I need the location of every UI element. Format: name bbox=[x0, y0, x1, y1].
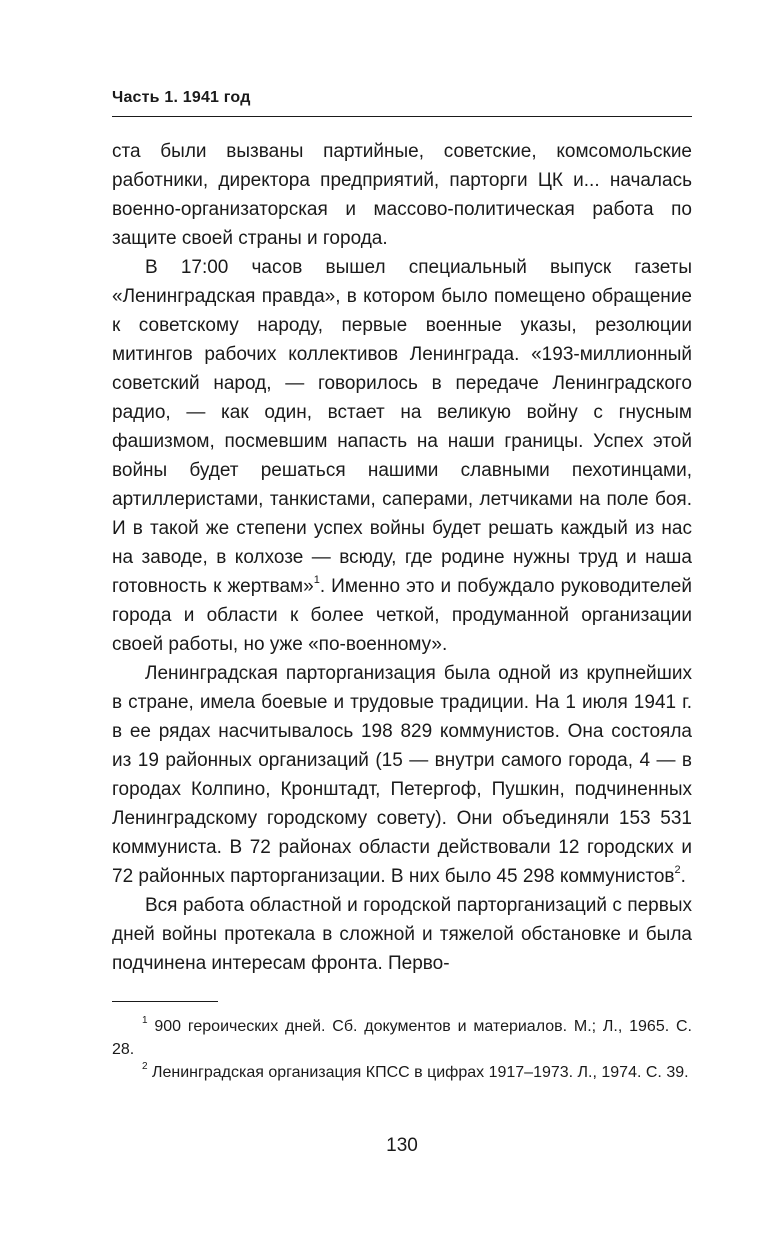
paragraph bbox=[112, 659, 692, 891]
book-page bbox=[112, 0, 692, 1240]
footnote-reference: 2 bbox=[674, 863, 681, 876]
paragraph bbox=[112, 891, 692, 978]
paragraph-text-continued: . bbox=[680, 866, 686, 887]
footnote-reference: 1 bbox=[313, 573, 320, 586]
paragraph-text-continued: . Именно это и побуждало руководителей города и области к более четкой, продуманной организации своей работы, но уже «по-военному». bbox=[112, 576, 692, 655]
footnotes bbox=[112, 1015, 692, 1084]
body-text bbox=[112, 137, 692, 978]
paragraph-text: ста были вызваны партийные, советские, комсомольские работники, директора предприятий, парторги ЦК и... началась военно-организаторская и массово-политическая работа по защите своей страны и города. bbox=[112, 141, 692, 249]
footnote-text: Ленинградская организация КПСС в цифрах 1917–1973. Л., 1974. С. 39. bbox=[147, 1064, 689, 1081]
footnote-marker: 2 bbox=[142, 1060, 148, 1072]
paragraph-text: Вся работа областной и городской парторганизаций с первых дней войны протекала в сложной и тяжелой обстановке и была подчинена интересам фронта. Перво- bbox=[112, 895, 692, 974]
running-head: Часть 1. 1941 год bbox=[112, 89, 251, 106]
paragraph-text: Ленинградская парторганизация была одной из крупнейших в стране, имела боевые и трудовые традиции. На 1 июля 1941 г. в ее рядах насчитывалось 198 829 коммунистов. Она состояла из 19 районных организаций (15 — внутри самого города, 4 — в городах Колпино, Кронштадт, Петергоф, Пушкин, подчиненных Ленинградскому городскому совету). Они объединяли 153 531 коммуниста. В 72 районах области действовали 12 городских и 72 районных парторганизации. В них было 45 298 коммунистов bbox=[112, 663, 692, 887]
footnote-text: 900 героических дней. Сб. документов и материалов. М.; Л., 1965. С. 28. bbox=[112, 1018, 692, 1058]
paragraph bbox=[112, 253, 692, 659]
footnote-marker: 1 bbox=[142, 1014, 148, 1026]
footnote-rule bbox=[112, 1001, 218, 1002]
page-number: 130 bbox=[386, 1135, 418, 1156]
header-rule bbox=[112, 116, 692, 117]
footnote bbox=[112, 1061, 692, 1084]
paragraph-text: В 17:00 часов вышел специальный выпуск газеты «Ленинградская правда», в котором было помещено обращение к советскому народу, первые военные указы, резолюции митингов рабочих коллективов Ленинграда. «193-миллионный советский народ, — говорилось в передаче Ленинградского радио, — как один, встает на великую войну с гнусным фашизмом, посмевшим напасть на наши границы. Успех этой войны будет решаться нашими славными пехотинцами, артиллеристами, танкистами, саперами, летчиками на поле боя. И в такой же степени успех войны будет решать каждый из нас на заводе, в колхозе — всюду, где родине нужны труд и наша готовность к жертвам» bbox=[112, 257, 692, 597]
paragraph bbox=[112, 137, 692, 253]
footnote bbox=[112, 1015, 692, 1061]
